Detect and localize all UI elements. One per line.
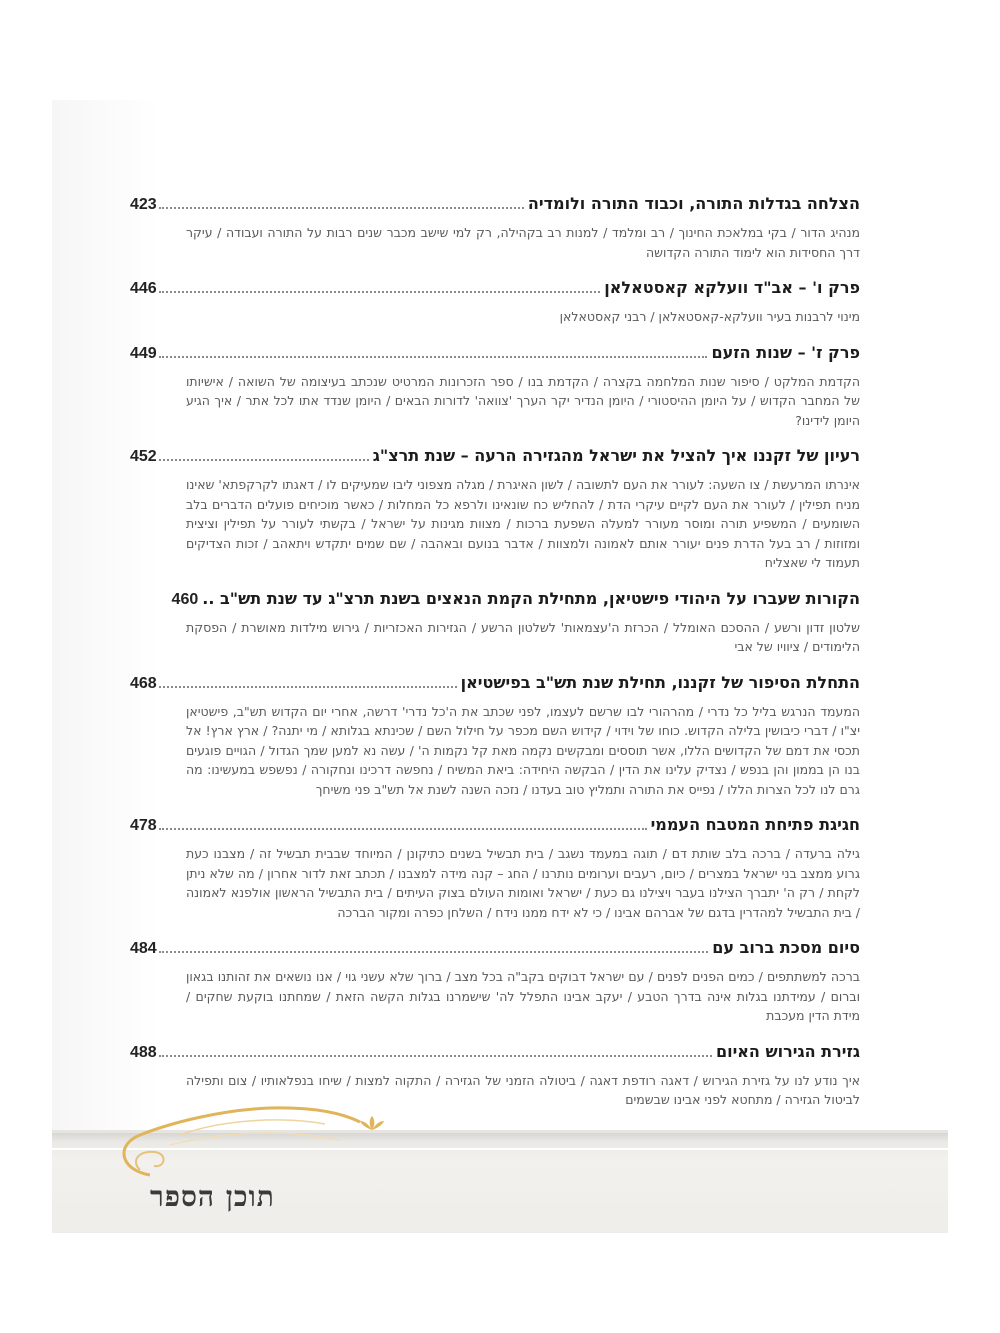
- toc-entry: [130, 274, 860, 327]
- toc-entry-page[interactable]: 460: [171, 590, 199, 608]
- toc-entry-page[interactable]: 488: [130, 1043, 157, 1061]
- dot-leader: [159, 355, 708, 358]
- dot-leader: [159, 1054, 712, 1057]
- toc-entry-title[interactable]: הקורות שעברו על היהודי פישטיאן, מתחילת הקמת הנאצים בשנת תרצ"ג עד שנת תש"ב ..: [202, 588, 860, 608]
- toc-entry-page[interactable]: 484: [130, 940, 157, 957]
- toc-entry-description: שלטון זדון ורשע / ההסכם האומלל / הכרזת ה'עצמאות' לשלטון הרשע / הגזירות האכזריות / גירוש מילדות מאושרת / הפסקת הלימודים / ציוויו של אבי: [186, 619, 860, 654]
- toc-entry-page[interactable]: 468: [130, 674, 157, 692]
- toc-entry-description: ברכה למשתתפים / כמים הפנים לפנים / עם ישראל דבוקים בקב"ה בכל מצב / ברוך שלא עשני גוי / אנו נושאים את זהותנו בגאון וברום / עמידתנו בגלות אינה בדרך הטבע / יעקב אבינו התפלל לה' שישמרנו בגלות הקשה הזאת / שמחתנו בוקעת שחקים / מידת הדין מעכבת: [186, 969, 860, 1023]
- dot-leader: [159, 206, 524, 209]
- dot-leader: [159, 458, 369, 461]
- toc-entry-description: המעמד הנרגש בליל כל נדרי / מהרהורי לבו שרשם לעצמו, לפני שכתב את ה'כל נדרי' דרשה, אחרי יום הקדוש תש"ב, פישטיאן יצ"ו / דברי כיבושין בלילה הקדוש. כוחו של וידוי / קידוש השם מכפר על חילול השם / שכינתא בגלותא / מי יתנה? / ארץ ארץ! אל תכסי את דמם של הקדושים הללו, אשר תוססים ומבקשים נקמה מאת קל נקמות ה' / עשה נא למען שמך הגדול / הגויים פוגעים בנו הן בממון והן בנפש / נצדיק עלינו את הדין / הבקשה היחידה: ביאת המשיח / נחפשה דרכינו ונחקורה / נפשפש במעשינו: מה גרם לנו לכל הצרות הללו / נפייס את התורה ותמליץ טוב בעדנו / נזכה השנה לשנת אל תש"ב פני משיחך: [186, 703, 860, 797]
- toc-entry-header: [130, 811, 860, 839]
- toc-entry: [130, 934, 860, 1026]
- toc-entry-description: אינרתו המרעשת / צו השעה: לעורר את העם לתשובה / לשון האיגרת / מגלה מצפוני ליבו שמעיקים לו / דאגתו לקרקפתא' שאינו מניח תפילין / לעורר את העם לקיים עיקרי הדת / להחליש כח שונאינו ולרפא כל המחלות / כאשר מוכיחים פועלים הדברים בלב השומעים / המשפיע תורה ומוסר מעורר למעלה השפעת ברכות / מצוות מגינות על ישראל / בקשתי לעורר על תפילין וציצית ומזוזות / רב בעל הדרת פנים יעורר אותם לאמונה ולמצוות / אדבר בנועם ובאהבה / שם שמים יתקדש ויתאהב / זכות הצדיקים תעמוד לי שאצליח: [186, 477, 860, 570]
- dot-leader: [159, 827, 647, 830]
- toc-entry-description: גילה ברעדה / ברכה בלב שותת דם / תוגה במעמד נשגב / בית תבשיל בשנים כתיקונן / המיוחד שבבית תבשיל זה / מצבנו כעת גרוע ממצב בני ישראל במצרים / כיום, רעבים וערומים נותרנו / החג – קנה מידה למצבנו / תכתב זאת לדור אחרון / מה שלא ניתן לקחת / רק ה' יתברך הצילנו בעבר ויצילנו גם כעת / ישראל ואומות העולם בצוק העיתים / בית התבשיל הראשון אולפנא לאמונה / בית התבשיל למהדרין בדגם של אברהם אבינו / כי לא ידח ממנו נידח / השלחן כפרה ומקור הברכה: [186, 846, 860, 920]
- table-of-contents: [130, 190, 860, 1122]
- toc-entry-description: מנהיג הדור / בקי במלאכת החינוך / רב ומלמד / למנות רב בקהילה, רק למי שישב מכבר שנים רבות על התורה ועבודה / עיקר דרך החסידות הוא לימוד התורה הקדושה: [186, 225, 860, 260]
- toc-entry-title[interactable]: רעיון של זקננו איך להציל את ישראל מהגזירה הרעה – שנת תרצ"ג: [372, 446, 860, 465]
- toc-entry: [130, 669, 860, 800]
- dot-leader: [159, 290, 601, 293]
- toc-entry-title[interactable]: פרק ו' – אב"ד וועלקא קאסטאלאן: [604, 278, 860, 297]
- toc-entry: [130, 811, 860, 922]
- toc-entry-header: [130, 585, 860, 613]
- toc-entry-title[interactable]: פרק ז' – שנות הזעם: [711, 342, 860, 362]
- toc-entry: [130, 190, 860, 262]
- toc-entry-header: [130, 190, 860, 218]
- section-title: תוכן הספר: [150, 1180, 275, 1213]
- toc-entry: [130, 339, 860, 431]
- toc-entry-title[interactable]: חגיגת פתיחת המטבח העממי: [650, 815, 860, 834]
- toc-entry-title[interactable]: התחלת הסיפור של זקננו, תחילת שנת תש"ב בפישטיאן: [460, 672, 860, 692]
- toc-entry-header: [130, 339, 860, 367]
- toc-entry-title[interactable]: גזירת הגירוש האיום: [715, 1041, 860, 1061]
- toc-entry-header: [130, 669, 860, 697]
- toc-entry-title[interactable]: הצלחה בגדלות התורה, וכבוד התורה ולומדיה: [527, 194, 860, 213]
- dot-leader: [159, 950, 708, 953]
- toc-entry: [130, 442, 860, 573]
- dot-leader: [159, 685, 457, 688]
- ornament-swirl-icon: [110, 1090, 410, 1190]
- toc-entry-header: [130, 274, 860, 302]
- toc-entry: [130, 585, 860, 657]
- toc-entry-page[interactable]: 446: [130, 280, 157, 297]
- toc-entry-page[interactable]: 423: [130, 196, 157, 213]
- toc-entry-header: [130, 442, 860, 470]
- toc-entry-description: הקדמת המלקט / סיפור שנות המלחמה בקצרה / הקדמת בנו / ספר הזכרונות המרטיט שנכתב בעיצומה של השואה / אישיותו של המחבר הקדוש / על היומן ההיסטורי / היומן הנדיר יקר הערך 'צוואה' לדורות הבאים / היומן שנדד אתו לכל אתר / איך הגיע היומן לידינו?: [186, 373, 860, 428]
- toc-entry-header: [130, 1038, 860, 1066]
- toc-entry-page[interactable]: 449: [130, 344, 157, 362]
- toc-entry-page[interactable]: 478: [130, 817, 157, 834]
- toc-entry-page[interactable]: 452: [130, 448, 157, 465]
- toc-entry-header: [130, 934, 860, 962]
- toc-entry-title[interactable]: סיום מסכת ברוב עם: [712, 938, 860, 957]
- toc-entry-description: מינוי לרבנות בעיר וועלקא-קאסטאלאן / רבני קאסטאלאן: [559, 309, 860, 324]
- toc-entry-description: איך נודע לנו על גזירת הגירוש / דאגה רודפת דאגה / ביטולה הזמני של הגזירה / התקוה למצות / שיחו בנפלאותיו / צום ותפילה לביטול הגזירה / מתחטא לפני אבינו שבשמים: [186, 1072, 860, 1107]
